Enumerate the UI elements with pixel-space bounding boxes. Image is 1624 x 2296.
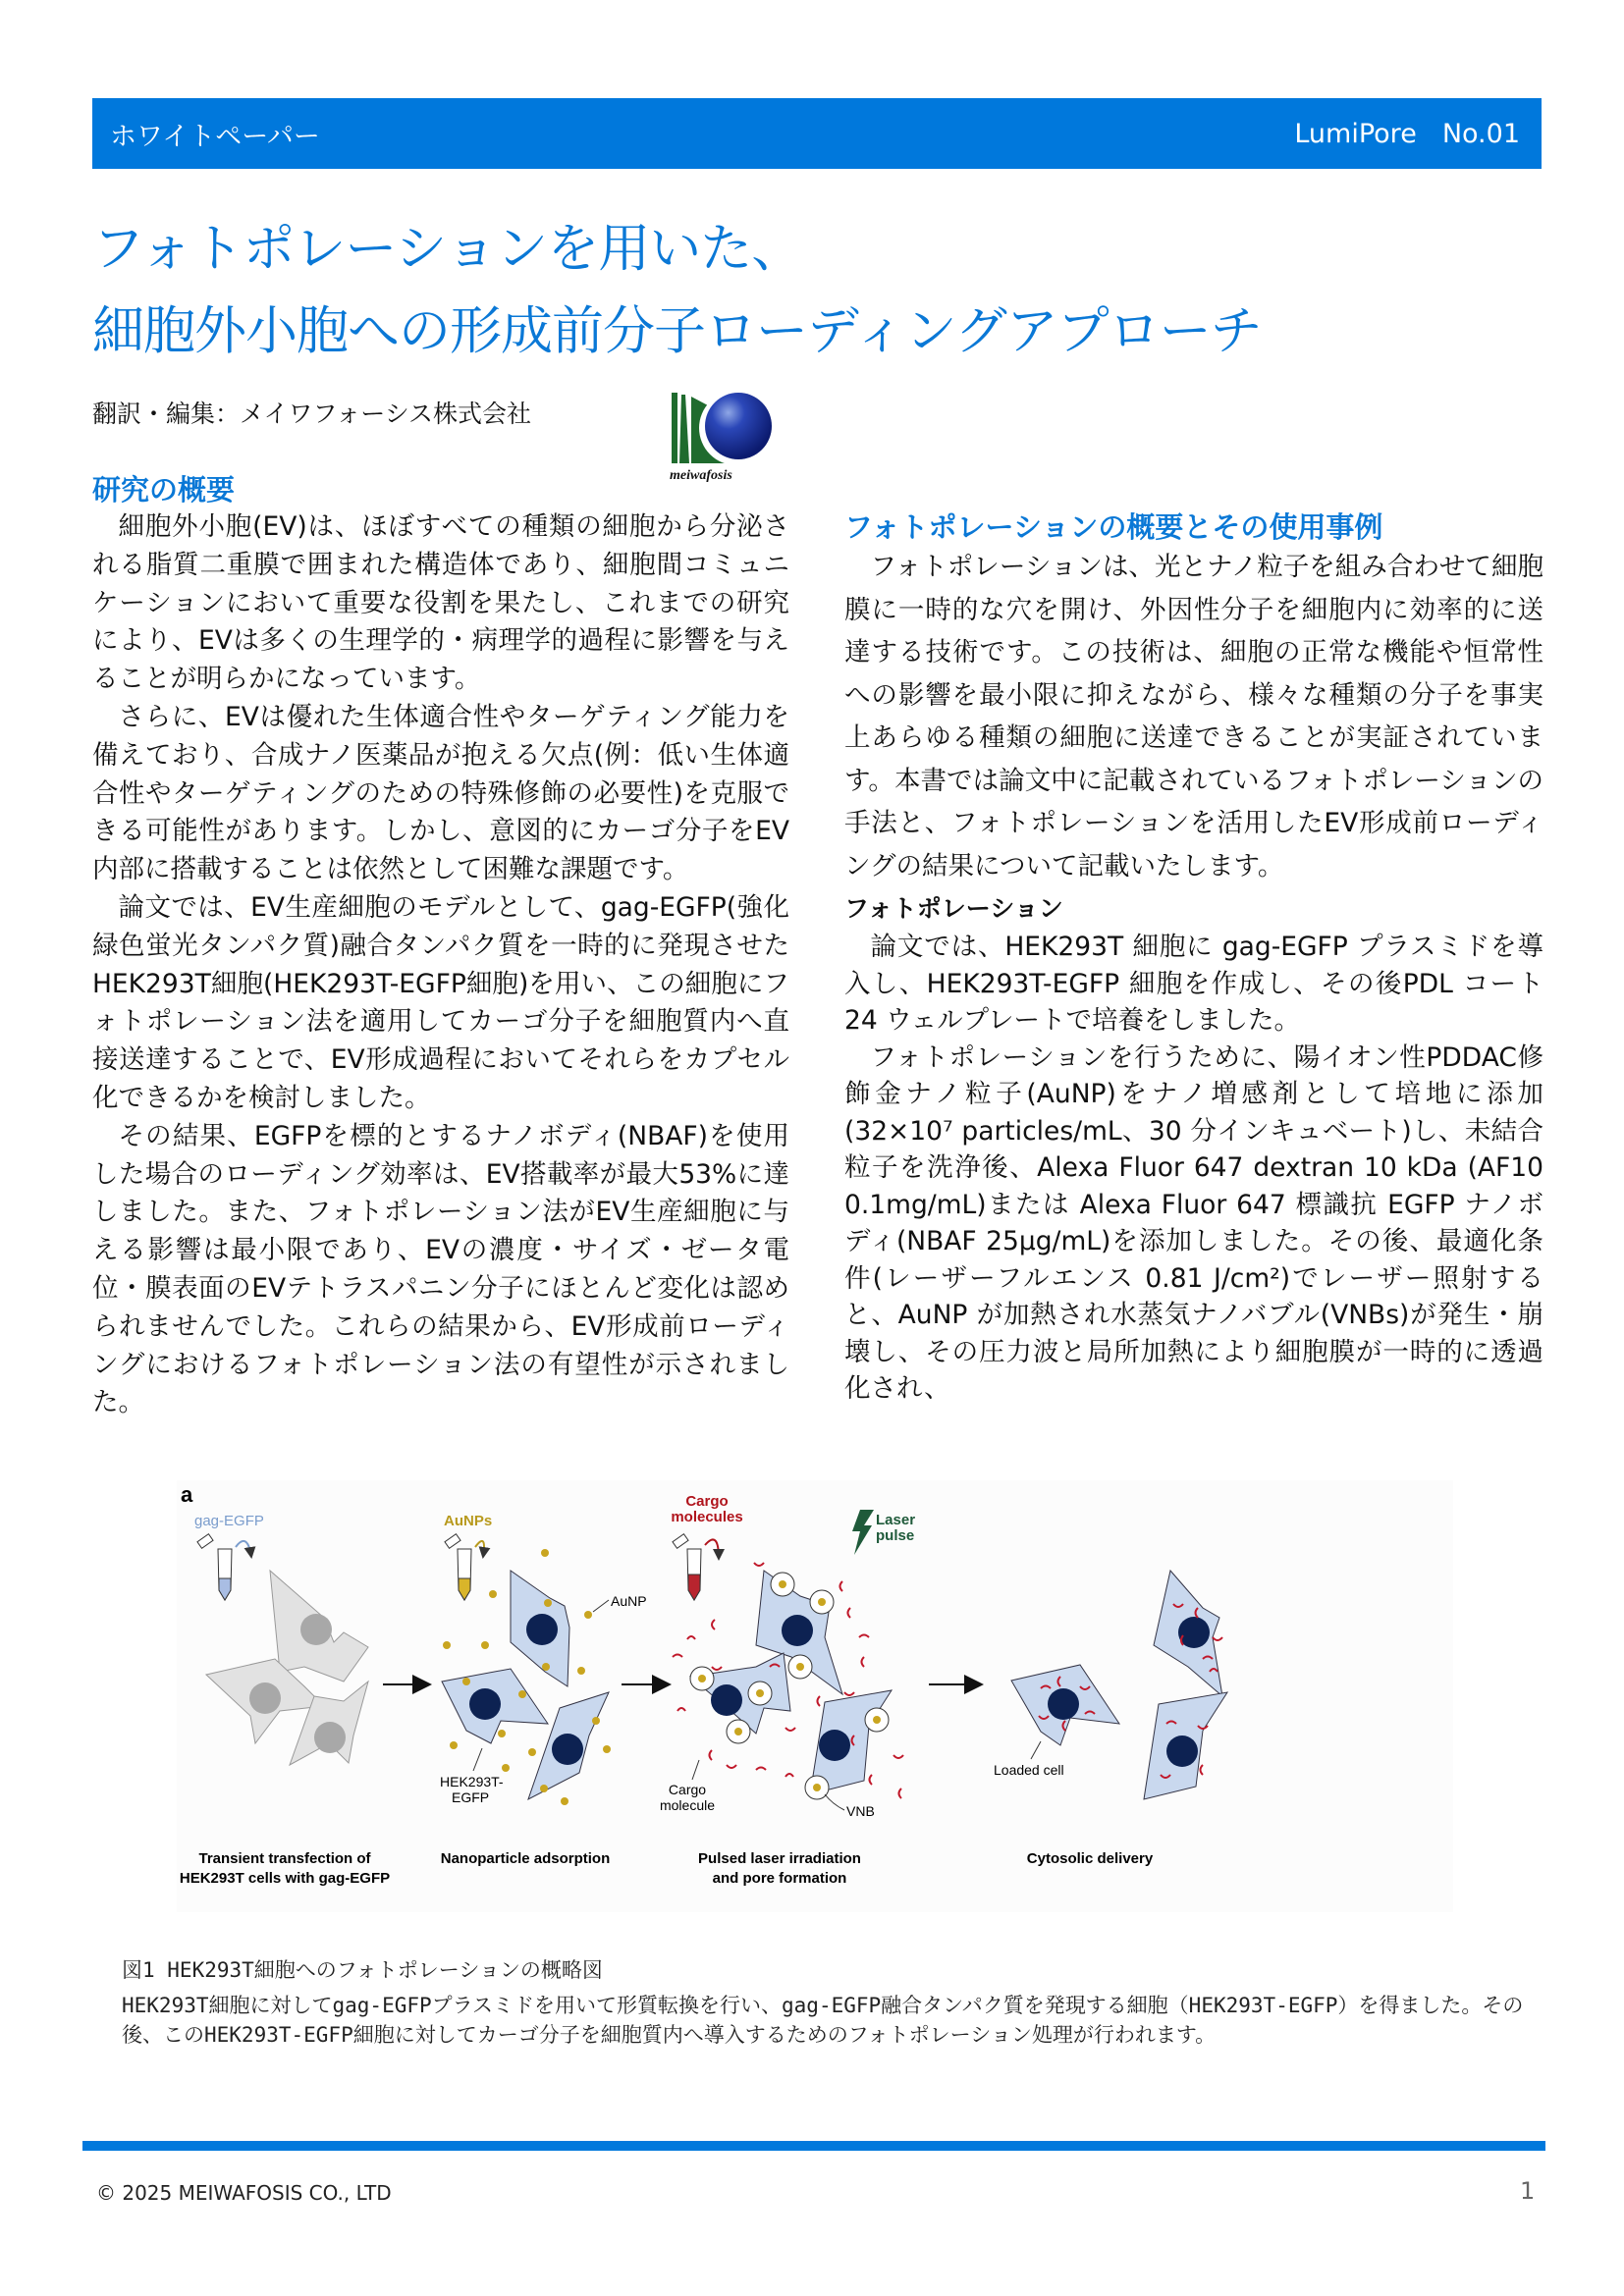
issue-number: No.01 [1441,118,1520,149]
page-number: 1 [1520,2177,1536,2205]
step-2-nanoparticle-adsorption [440,1513,647,1867]
copyright-text: © 2025 MEIWAFOSIS CO., LTD [96,2181,392,2205]
figure-caption [122,1955,1526,2050]
translator-credit: 翻訳・編集：メイワフォーシス株式会社 [92,400,532,428]
tube-icon [445,1534,471,1600]
lightning-bolt-icon [852,1510,874,1555]
header-bar [92,98,1542,169]
title-line-2: 細胞外小胞への形成前分子ローディングアプローチ [92,301,1262,361]
svg-text:Cytosolic delivery: Cytosolic delivery [1026,1850,1154,1867]
svg-text:EGFP: EGFP [452,1789,490,1805]
caption-body: HEK293T細胞に対してgag-EGFPプラスミドを用いて形質転換を行い、gag-EGFP融合タンパク質を発現する細胞（HEK293T-EGFP）を得ました。その後、このHEK293T-EGFP細胞に対してカーゴ分子を細胞質内へ導入するためのフォトポレーション処理が行われます。 [122,1994,1524,2047]
method-paragraph: 論文では、HEK293T 細胞に gag-EGFP プラスミドを導入し、HEK293T-EGFP 細胞を作成し、その後PDL コート 24 ウェルプレートで培養をしました。 [844,932,1543,1036]
figure-photoporation-schematic [177,1480,1453,1912]
svg-text:Nanoparticle adsorption: Nanoparticle adsorption [440,1850,611,1867]
photoporation-intro: フォトポレーションは、光とナノ粒子を組み合わせて細胞膜に一時的な穴を開け、外因性分子を細胞内に効率的に送達する技術です。この技術は、細胞の正常な機能や恒常性への影響を最小限に抑えながら、様々な種類の分子を事実上あらゆる種類の細胞に送達できることが実証されています。本書では論文中に記載されているフォトポレーションの手法と、フォトポレーションを活用したEV形成前ローディングの結果について記載いたします。 [844,552,1543,881]
series-label [1294,119,1520,149]
right-column [844,508,1543,1408]
title-line-1: フォトポレーションを用いた、 [92,219,803,279]
svg-text:Loaded cell: Loaded cell [994,1762,1064,1778]
svg-text:Cargo: Cargo [685,1493,729,1510]
svg-text:VNB: VNB [846,1803,875,1819]
footer-divider [82,2141,1545,2151]
svg-text:Pulsed laser irradiation: Pulsed laser irradiation [698,1850,861,1867]
section-heading-photoporation: フォトポレーションの概要とその使用事例 [844,510,1383,544]
svg-text:Laser: Laser [876,1512,916,1528]
svg-text:HEK293T-: HEK293T- [440,1774,504,1789]
section-heading-overview: 研究の概要 [92,473,236,507]
method-paragraph: フォトポレーションを行うために、陽イオン性PDDAC修飾金ナノ粒子(AuNP)をナノ増感剤として培地に添加(32×10⁷ particles/mL、30 分インキュベート)し、未結合粒子を洗浄後、Alexa Fluor 647 dextran 10 kDa (AF10 0.1mg/mL)または Alexa Fluor 647 標識抗 EGFP ナノボディ(NBAF 25μg/mL)を添加しました。その後、最適化条件(レーザーフルエンス 0.81 J/cm²)でレーザー照射すると、AuNP が加熱され水蒸気ナノバブル(VNBs)が発生・崩壊し、その圧力波と局所加熱により細胞膜が一時的に透過化され、 [844,1041,1543,1404]
schematic-diagram [177,1480,1453,1912]
overview-paragraph: その結果、EGFPを標的とするナノボディ(NBAF)を使用した場合のローディング効率は、EV搭載率が最大53%に達しました。また、フォトポレーション法がEV生産細胞に与える影響は最小限であり、EVの濃度・サイズ・ゼータ電位・膜表面のEVテトラスパニン分子にほとんど変化は認められませんでした。これらの結果から、EV形成前ローディングにおけるフォトポレーション法の有望性が示されました。 [92,1120,789,1418]
svg-text:HEK293T cells with gag-EGFP: HEK293T cells with gag-EGFP [179,1870,391,1887]
step-1-transfection [180,1513,390,1887]
page-title [92,208,1262,373]
tube-icon [673,1534,701,1600]
overview-paragraph: 細胞外小胞(EV)は、ほぼすべての種類の細胞から分泌される脂質二重膜で囲まれた構造体であり、細胞間コミュニケーションにおいて重要な役割を果たし、これまでの研究により、EVは多くの生理学的・病理学的過程に影響を与えることが明らかになっています。 [92,511,789,695]
subheading-photoporation: フォトポレーション [844,894,1063,923]
step-3-laser-irradiation [660,1493,915,1887]
document-type-label: ホワイトペーパー [110,121,320,152]
left-column [92,471,789,1422]
svg-text:Cargo: Cargo [668,1782,707,1797]
svg-text:and pore formation: and pore formation [712,1870,847,1887]
meiwafosis-logo-icon [666,385,787,483]
svg-text:molecules: molecules [671,1509,743,1525]
svg-text:AuNPs: AuNPs [444,1513,493,1529]
overview-paragraph: さらに、EVは優れた生体適合性やターゲティング能力を備えており、合成ナノ医薬品が抱える欠点(例：低い生体適合性やターゲティングのための特殊修飾の必要性)を克服できる可能性があります。しかし、意図的にカーゴ分子をEV内部に搭載することは依然として困難な課題です。 [92,701,789,885]
svg-text:gag-EGFP: gag-EGFP [194,1513,264,1529]
panel-label: a [181,1482,193,1507]
tube-icon [197,1534,232,1600]
svg-text:molecule: molecule [659,1797,716,1813]
product-name: LumiPore [1294,118,1417,149]
company-logo [666,385,787,483]
svg-text:meiwafosis: meiwafosis [670,468,732,483]
step-4-cytosolic-delivery [994,1571,1227,1867]
caption-title: 図1 HEK293T細胞へのフォトポレーションの概略図 [122,1958,603,1982]
svg-text:pulse: pulse [876,1527,915,1544]
overview-paragraph: 論文では、EV生産細胞のモデルとして、gag-EGFP(強化緑色蛍光タンパク質)融合タンパク質を一時的に発現させたHEK293T細胞(HEK293T-EGFP細胞)を用い、この細胞にフォトポレーション法を適用してカーゴ分子を細胞質内へ直接送達することで、EV形成過程においてそれらをカプセル化できるかを検討しました。 [92,891,789,1113]
svg-text:Transient transfection of: Transient transfection of [198,1850,371,1867]
svg-text:AuNP: AuNP [611,1593,647,1609]
